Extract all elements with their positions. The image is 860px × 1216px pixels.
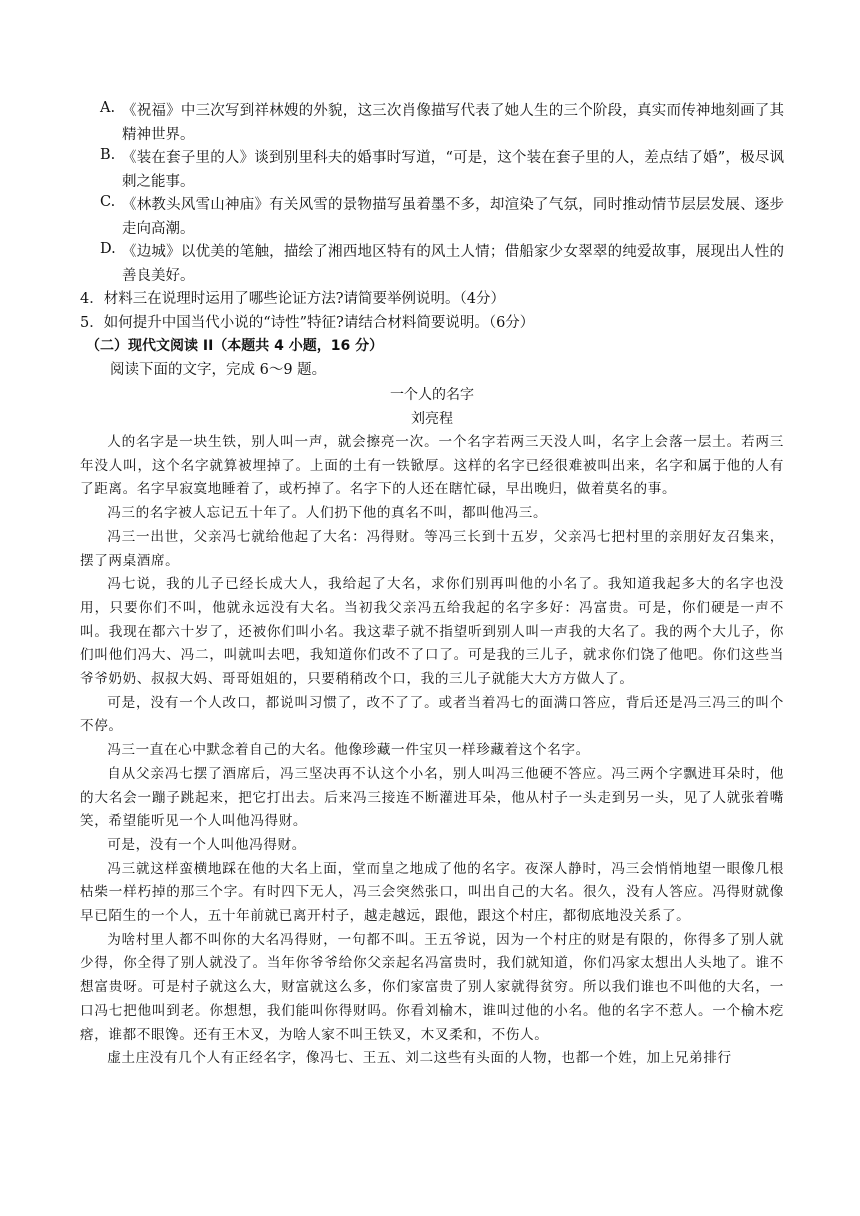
paragraph: 冯七说，我的儿子已经长成大人，我给起了大名，求你们别再叫他的小名了。我知道我起多大的名字也没用，只要你们不叫，他就永远没有大名。当初我父亲冯五给我起的名字多好：冯富贵。可是，你们硬是一声不叫。我现在都六十岁了，还被你们叫小名。我这辈子就不指望听到别人叫一声我的大名了。我的两个大儿子，你们叫他们冯大、冯二，叫就叫去吧，我知道你们改不了口了。可是我的三儿子，就求你们饶了他吧。你们这些当爷爷奶奶、叔叔大妈、哥哥姐姐的，只要稍稍改个口，我的三儿子就能大大方方做人了。 bbox=[80, 576, 784, 688]
paragraph: 自从父亲冯七摆了酒席后，冯三坚决再不认这个小名，别人叫冯三他硬不答应。冯三两个字飘进耳朵时，他的大名会一蹦子跳起来，把它打出去。后来冯三接连不断灌进耳朵，他从村子一头走到另一头，见了人就张着嘴笑，希望能听见一个人叫他冯得财。 bbox=[80, 765, 784, 830]
option-text: 《祝福》中三次写到祥林嫂的外貌，这三次肖像描写代表了她人生的三个阶段，真实而传神地刻画了其精神世界。 bbox=[122, 103, 784, 143]
article-body bbox=[80, 431, 784, 1071]
paragraph: 冯三一出世，父亲冯七就给他起了大名：冯得财。等冯三长到十五岁，父亲冯七把村里的亲朋好友召集来，摆了两桌酒席。 bbox=[80, 528, 784, 569]
document-content bbox=[80, 100, 784, 1071]
question-4: 4．材料三在说理时运用了哪些论证方法?请简要举例说明。（4分） bbox=[80, 291, 505, 307]
answer-options bbox=[80, 100, 784, 288]
option-text: 《边城》以优美的笔触，描绘了湘西地区特有的风土人情；借船家少女翠翠的纯爱故事，展现出人性的善良美好。 bbox=[122, 244, 784, 284]
option-a bbox=[80, 100, 784, 147]
article-title: 一个人的名字 bbox=[390, 387, 474, 403]
question-5: 5．如何提升中国当代小说的“诗性”特征?请结合材料简要说明。（6分） bbox=[80, 314, 535, 331]
option-text: 《装在套子里的人》谈到别里科夫的婚事时写道，“可是，这个装在套子里的人，差点结了婚”，极尽讽刺之能事。 bbox=[122, 150, 784, 190]
paragraph: 冯三的名字被人忘记五十年了。人们扔下他的真名不叫，都叫他冯三。 bbox=[107, 505, 548, 522]
article-author: 刘亮程 bbox=[411, 410, 453, 427]
option-letter: D. bbox=[100, 241, 116, 257]
paragraph: 人的名字是一块生铁，别人叫一声，就会擦亮一次。一个名字若两三天没人叫，名字上会落一层土。若两三年没人叫，这个名字就算被埋掉了。上面的土有一铁锨厚。这样的名字已经很难被叫出来，名字和属于他的人有了距离。名字早寂寞地睡着了，或朽掉了。名字下的人还在瞎忙碌，早出晚归，做着莫名的事。 bbox=[80, 434, 784, 498]
paragraph: 冯三就这样蛮横地踩在他的大名上面，堂而皇之地成了他的名字。夜深人静时，冯三会悄悄地望一眼像几根枯柴一样朽掉的那三个字。有时四下无人，冯三会突然张口，叫出自己的大名。很久，没有人答应。冯得财就像早已陌生的一个人，五十年前就已离开村子，越走越远，跟他，跟这个村庄，都彻底地没关系了。 bbox=[80, 860, 784, 925]
reading-instruction: 阅读下面的文字，完成 6～9 题。 bbox=[110, 361, 327, 378]
option-letter: B. bbox=[100, 147, 116, 163]
paragraph: 可是，没有一个人叫他冯得财。 bbox=[107, 836, 306, 853]
option-d bbox=[80, 241, 784, 288]
paragraph: 虚土庄没有几个人有正经名字，像冯七、王五、刘二这些有头面的人物，也都一个姓，加上兄弟排行 bbox=[107, 1050, 732, 1067]
option-c bbox=[80, 194, 784, 241]
paragraph: 可是，没有一个人改口，都说叫习惯了，改不了了。或者当着冯七的面满口答应，背后还是冯三冯三的叫个不停。 bbox=[80, 694, 784, 735]
paragraph: 冯三一直在心中默念着自己的大名。他像珍藏一件宝贝一样珍藏着这个名字。 bbox=[107, 742, 590, 759]
option-letter: C. bbox=[100, 194, 116, 210]
section-heading: （二）现代文阅读 II（本题共 4 小题，16 分） bbox=[86, 338, 384, 354]
option-text: 《林教头风雪山神庙》有关风雪的景物描写虽着墨不多，却渲染了气氛，同时推动情节层层发展、逐步走向高潮。 bbox=[122, 197, 784, 237]
option-b bbox=[80, 147, 784, 194]
paragraph: 为啥村里人都不叫你的大名冯得财，一句都不叫。王五爷说，因为一个村庄的财是有限的，你得多了别人就少得，你全得了别人就没了。当年你爷爷给你父亲起名冯富贵时，我们就知道，你们冯家太想出人头地了。谁不想富贵呀。可是村子就这么大，财富就这么多，你们家富贵了别人家就得贫穷。所以我们谁也不叫他的大名，一口冯七把他叫到老。你想想，我们能叫你得财吗。你看刘榆木，谁叫过他的小名。他的名字不惹人。一个榆木疙瘩，谁都不眼馋。还有王木叉，为啥人家不叫王铁叉，木叉柔和，不伤人。 bbox=[80, 931, 784, 1043]
option-letter: A. bbox=[100, 100, 116, 116]
